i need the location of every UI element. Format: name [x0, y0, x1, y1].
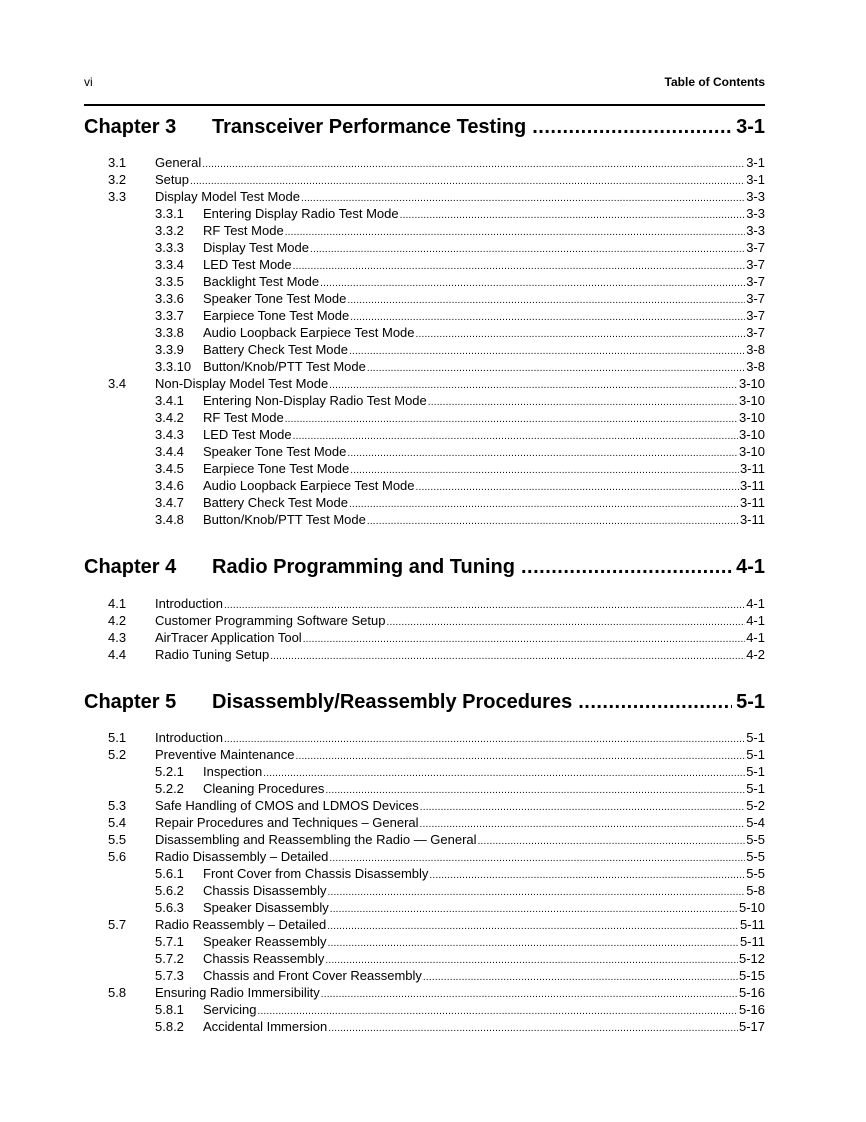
toc-entry[interactable] [84, 1018, 765, 1035]
section-title: Audio Loopback Earpiece Test Mode [203, 478, 415, 493]
section-page: 3-1 [746, 155, 765, 170]
toc-entry[interactable] [84, 646, 765, 663]
dot-leader [202, 154, 745, 171]
page-header [84, 75, 765, 93]
toc-entry[interactable] [84, 358, 765, 375]
section-title: Speaker Tone Test Mode [203, 444, 347, 459]
section-number: 5.7.2 [155, 951, 184, 966]
dot-leader [328, 1018, 738, 1035]
section-number: 5.7 [108, 917, 127, 932]
section-number: 5.1 [108, 730, 127, 745]
section-page: 3-11 [739, 512, 765, 527]
dot-leader [347, 443, 738, 460]
dot-leader [325, 950, 738, 967]
section-title: Safe Handling of CMOS and LDMOS Devices [155, 798, 419, 813]
section-title: Preventive Maintenance [155, 747, 295, 762]
dot-leader [429, 865, 745, 882]
section-page: 5-11 [739, 934, 765, 949]
section-title: Accidental Immersion [203, 1019, 328, 1034]
toc-entry[interactable] [84, 171, 765, 188]
section-number: 3.4.6 [155, 478, 184, 493]
section-page: 5-4 [746, 815, 765, 830]
section-number: 3.4.8 [155, 512, 184, 527]
section-page: 3-3 [746, 189, 765, 204]
section-number: 4.2 [108, 613, 127, 628]
section-page: 3-10 [738, 427, 765, 442]
section-number: 4.4 [108, 647, 127, 662]
section-number: 5.2.2 [155, 781, 184, 796]
toc-entry[interactable] [84, 746, 765, 763]
toc-entry[interactable] [84, 494, 765, 511]
section-title: Entering Display Radio Test Mode [203, 206, 399, 221]
section-number: 3.3.4 [155, 257, 184, 272]
section-number: 5.3 [108, 798, 127, 813]
section-title: Speaker Disassembly [203, 900, 329, 915]
chapter-3 [84, 114, 765, 527]
dot-leader [303, 629, 746, 646]
section-page: 4-1 [746, 613, 765, 628]
dot-leader [328, 882, 746, 899]
toc-entry[interactable] [84, 865, 765, 882]
dot-leader [420, 797, 745, 814]
section-page: 3-7 [746, 291, 765, 306]
dot-leader [301, 188, 745, 205]
dot-leader [190, 171, 745, 188]
toc-entry[interactable] [84, 899, 765, 916]
section-title: Non-Display Model Test Mode [155, 376, 329, 391]
dot-leader [224, 729, 745, 746]
section-page: 3-1 [746, 172, 765, 187]
section-title: Front Cover from Chassis Disassembly [203, 866, 429, 881]
section-number: 3.4.5 [155, 461, 184, 476]
toc-entry[interactable] [84, 967, 765, 984]
chapter-heading[interactable] [84, 554, 765, 580]
section-number: 5.6.3 [155, 900, 184, 915]
dot-leader [295, 746, 745, 763]
section-page: 3-7 [746, 325, 765, 340]
chapter-4 [84, 554, 765, 662]
dot-leader [320, 273, 745, 290]
section-title: RF Test Mode [203, 223, 284, 238]
section-page: 5-16 [738, 985, 765, 1000]
section-number: 5.8.1 [155, 1002, 184, 1017]
section-number: 4.1 [108, 596, 127, 611]
section-number: 3.3 [108, 189, 127, 204]
section-page: 5-1 [746, 730, 765, 745]
section-number: 3.4.2 [155, 410, 184, 425]
section-page: 5-1 [746, 764, 765, 779]
section-page: 5-16 [738, 1002, 765, 1017]
toc-entry[interactable] [84, 848, 765, 865]
section-page: 5-8 [746, 883, 765, 898]
section-page: 3-10 [738, 376, 765, 391]
dot-leader [350, 460, 739, 477]
toc-entry[interactable] [84, 307, 765, 324]
toc-entries [84, 595, 765, 663]
dot-leader [321, 984, 738, 1001]
section-title: Radio Tuning Setup [155, 647, 270, 662]
section-page: 5-1 [746, 747, 765, 762]
section-page: 5-12 [738, 951, 765, 966]
section-title: AirTracer Application Tool [155, 630, 302, 645]
toc-entry[interactable] [84, 460, 765, 477]
section-number: 3.3.10 [155, 359, 192, 374]
section-title: Introduction [155, 596, 223, 611]
chapter-page: 3-1 [736, 116, 765, 138]
section-number: 5.8 [108, 985, 127, 1000]
section-page: 3-10 [738, 410, 765, 425]
dot-leader [578, 689, 732, 715]
toc-entry[interactable] [84, 205, 765, 222]
section-title: Servicing [203, 1002, 257, 1017]
section-title: Inspection [203, 764, 263, 779]
dot-leader [293, 256, 746, 273]
toc-entry[interactable] [84, 950, 765, 967]
dot-leader [349, 341, 745, 358]
chapter-page: 5-1 [736, 691, 765, 713]
section-page: 5-5 [746, 849, 765, 864]
toc-entry[interactable] [84, 256, 765, 273]
section-number: 3.3.3 [155, 240, 184, 255]
dot-leader [420, 814, 746, 831]
toc-entry[interactable] [84, 984, 765, 1001]
section-title: Battery Check Test Mode [203, 342, 348, 357]
dot-leader [270, 646, 745, 663]
page-number: vi [84, 75, 93, 89]
toc-entry[interactable] [84, 511, 765, 528]
section-number: 3.3.7 [155, 308, 184, 323]
dot-leader [349, 494, 739, 511]
chapter-heading[interactable] [84, 114, 765, 140]
dot-leader [285, 409, 738, 426]
dot-leader [367, 358, 745, 375]
section-title: Backlight Test Mode [203, 274, 320, 289]
section-number: 3.3.9 [155, 342, 184, 357]
chapter-heading[interactable] [84, 689, 765, 715]
section-title: Earpiece Tone Test Mode [203, 461, 350, 476]
dot-leader [330, 899, 738, 916]
toc-entry[interactable] [84, 595, 765, 612]
section-number: 3.3.5 [155, 274, 184, 289]
section-title: Display Test Mode [203, 240, 309, 255]
toc-entries [84, 154, 765, 528]
dot-leader [224, 595, 745, 612]
section-title: Introduction [155, 730, 223, 745]
chapter-label: Chapter 5 [84, 691, 177, 713]
section-title: Earpiece Tone Test Mode [203, 308, 350, 323]
dot-leader [257, 1001, 738, 1018]
section-number: 4.3 [108, 630, 127, 645]
section-page: 3-11 [739, 478, 765, 493]
header-rule [84, 104, 765, 106]
dot-leader [329, 375, 738, 392]
section-number: 3.3.2 [155, 223, 184, 238]
dot-leader [329, 848, 745, 865]
section-title: Chassis Reassembly [203, 951, 325, 966]
section-page: 5-11 [739, 917, 765, 932]
toc-entry[interactable] [84, 273, 765, 290]
section-page: 4-1 [746, 596, 765, 611]
toc-entry[interactable] [84, 797, 765, 814]
dot-leader [325, 780, 745, 797]
section-page: 3-10 [738, 393, 765, 408]
toc-entry[interactable] [84, 629, 765, 646]
section-page: 3-3 [746, 223, 765, 238]
toc-entry[interactable] [84, 290, 765, 307]
section-title: LED Test Mode [203, 257, 292, 272]
toc-entry[interactable] [84, 477, 765, 494]
section-title: Speaker Reassembly [203, 934, 327, 949]
dot-leader [327, 916, 739, 933]
section-title: Speaker Tone Test Mode [203, 291, 347, 306]
chapter-title: Transceiver Performance Testing [212, 116, 527, 138]
toc-entry[interactable] [84, 729, 765, 746]
section-number: 5.2 [108, 747, 127, 762]
dot-leader [263, 763, 745, 780]
section-page: 3-3 [746, 206, 765, 221]
dot-leader [532, 114, 732, 140]
running-title: Table of Contents [664, 75, 765, 89]
section-page: 3-8 [746, 342, 765, 357]
dot-leader [521, 554, 732, 580]
toc-entry[interactable] [84, 324, 765, 341]
chapter-title: Disassembly/Reassembly Procedures [212, 691, 573, 713]
section-number: 5.6.2 [155, 883, 184, 898]
section-page: 5-10 [738, 900, 765, 915]
toc-entry[interactable] [84, 882, 765, 899]
dot-leader [400, 205, 746, 222]
toc-entry[interactable] [84, 1001, 765, 1018]
dot-leader [478, 831, 746, 848]
section-page: 5-2 [746, 798, 765, 813]
section-number: 5.5 [108, 832, 127, 847]
dot-leader [293, 426, 738, 443]
section-page: 3-7 [746, 308, 765, 323]
section-number: 5.6.1 [155, 866, 184, 881]
toc-entry[interactable] [84, 188, 765, 205]
section-number: 3.1 [108, 155, 127, 170]
toc-entry[interactable] [84, 239, 765, 256]
section-title: Button/Knob/PTT Test Mode [203, 359, 366, 374]
section-title: Disassembling and Reassembling the Radio — General [155, 832, 477, 847]
section-page: 5-17 [738, 1019, 765, 1034]
toc-entry[interactable] [84, 375, 765, 392]
section-page: 3-7 [746, 240, 765, 255]
toc-entry[interactable] [84, 154, 765, 171]
section-number: 3.3.8 [155, 325, 184, 340]
section-title: Chassis and Front Cover Reassembly [203, 968, 422, 983]
section-page: 5-1 [746, 781, 765, 796]
section-number: 3.4.4 [155, 444, 184, 459]
toc-entry[interactable] [84, 933, 765, 950]
toc-entry[interactable] [84, 916, 765, 933]
section-title: Radio Reassembly – Detailed [155, 917, 327, 932]
section-number: 3.4.3 [155, 427, 184, 442]
section-page: 3-11 [739, 495, 765, 510]
section-number: 3.3.1 [155, 206, 184, 221]
section-page: 4-1 [746, 630, 765, 645]
section-page: 3-10 [738, 444, 765, 459]
section-page: 5-5 [746, 832, 765, 847]
dot-leader [328, 933, 739, 950]
toc-entry[interactable] [84, 443, 765, 460]
toc-entry[interactable] [84, 341, 765, 358]
toc-entries [84, 729, 765, 1035]
section-page: 4-2 [746, 647, 765, 662]
chapter-5 [84, 689, 765, 1034]
section-title: Setup [155, 172, 189, 187]
section-title: RF Test Mode [203, 410, 284, 425]
toc-entry[interactable] [84, 426, 765, 443]
section-page: 3-7 [746, 274, 765, 289]
section-title: Button/Knob/PTT Test Mode [203, 512, 366, 527]
dot-leader [367, 511, 739, 528]
section-number: 3.2 [108, 172, 127, 187]
section-number: 3.4.7 [155, 495, 184, 510]
chapter-title: Radio Programming and Tuning [212, 556, 515, 578]
section-number: 3.4 [108, 376, 127, 391]
section-number: 5.8.2 [155, 1019, 184, 1034]
section-number: 3.3.6 [155, 291, 184, 306]
chapter-label: Chapter 3 [84, 116, 177, 138]
section-number: 5.7.3 [155, 968, 184, 983]
section-title: Battery Check Test Mode [203, 495, 348, 510]
section-number: 5.7.1 [155, 934, 184, 949]
section-title: Entering Non-Display Radio Test Mode [203, 393, 427, 408]
toc-entry[interactable] [84, 612, 765, 629]
dot-leader [310, 239, 745, 256]
section-title: General [155, 155, 202, 170]
dot-leader [347, 290, 745, 307]
dot-leader [423, 967, 738, 984]
chapter-page: 4-1 [736, 556, 765, 578]
section-title: Display Model Test Mode [155, 189, 300, 204]
section-number: 5.4 [108, 815, 127, 830]
toc-entry[interactable] [84, 780, 765, 797]
dot-leader [416, 324, 746, 341]
section-number: 5.2.1 [155, 764, 184, 779]
toc-entry[interactable] [84, 392, 765, 409]
dot-leader [386, 612, 745, 629]
section-title: Cleaning Procedures [203, 781, 325, 796]
toc-entry[interactable] [84, 831, 765, 848]
section-page: 3-8 [746, 359, 765, 374]
toc-entry[interactable] [84, 814, 765, 831]
dot-leader [416, 477, 739, 494]
section-title: Radio Disassembly – Detailed [155, 849, 329, 864]
section-title: Audio Loopback Earpiece Test Mode [203, 325, 415, 340]
section-number: 3.4.1 [155, 393, 184, 408]
dot-leader [428, 392, 738, 409]
section-page: 5-5 [746, 866, 765, 881]
toc-entry[interactable] [84, 409, 765, 426]
section-number: 5.6 [108, 849, 127, 864]
section-page: 3-7 [746, 257, 765, 272]
section-page: 3-11 [739, 461, 765, 476]
section-title: Customer Programming Software Setup [155, 613, 386, 628]
dot-leader [350, 307, 745, 324]
section-title: LED Test Mode [203, 427, 292, 442]
dot-leader [285, 222, 746, 239]
section-title: Ensuring Radio Immersibility [155, 985, 320, 1000]
chapter-label: Chapter 4 [84, 556, 177, 578]
toc-entry[interactable] [84, 763, 765, 780]
section-title: Repair Procedures and Techniques – General [155, 815, 419, 830]
toc-entry[interactable] [84, 222, 765, 239]
section-title: Chassis Disassembly [203, 883, 327, 898]
section-page: 5-15 [738, 968, 765, 983]
